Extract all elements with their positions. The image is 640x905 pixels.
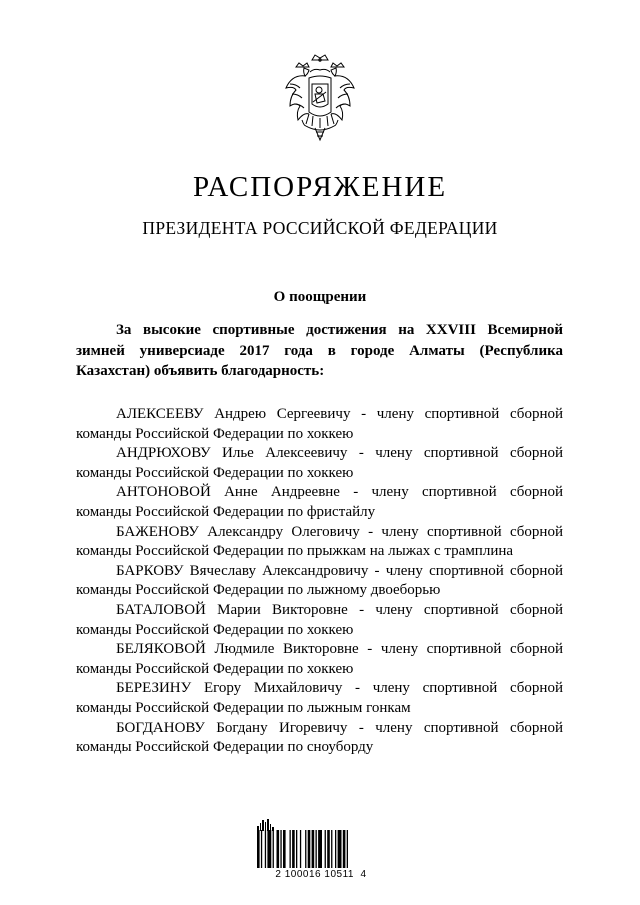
document-subject: О поощрении [273, 289, 367, 305]
awardee-item: АНТОНОВОЙ Анне Андреевне - члену спортивной сборной команды Российской Федерации по фристайлу [76, 484, 563, 520]
awardee-item: АЛЕКСЕЕВУ Андрею Сергеевичу - члену спортивной сборной команды Российской Федерации по хоккею [76, 406, 563, 442]
barcode-block [256, 818, 386, 878]
awardee-list [76, 405, 563, 758]
awardee-item: БЕРЕЗИНУ Егору Михайловичу - члену спортивной сборной команды Российской Федерации по лыжным гонкам [76, 680, 563, 716]
awardee-item: АНДРЮХОВУ Илье Алексеевичу - члену спортивной сборной команды Российской Федерации по хоккею [76, 445, 563, 481]
awardee-item: БОГДАНОВУ Богдану Игоревичу - члену спортивной сборной команды Российской Федерации по сноуборду [76, 719, 563, 756]
document-title: РАСПОРЯЖЕНИЕ [192, 171, 448, 203]
barcode-number: 2 100016 10511 4 [275, 869, 367, 880]
intro-paragraph: За высокие спортивные достижения на XXVIII Всемирной зимней универсиаде 2017 года в городе Алматы (Республика Казахстан) объявить благодарность: [76, 322, 563, 379]
coat-of-arms-icon [282, 54, 358, 142]
document-subtitle: ПРЕЗИДЕНТА РОССИЙСКОЙ ФЕДЕРАЦИИ [142, 218, 498, 238]
awardee-item: БАТАЛОВОЙ Марии Викторовне - члену спортивной сборной команды Российской Федерации по хоккею [76, 601, 563, 638]
awardee-item: БАЖЕНОВУ Александру Олеговичу - члену спортивной сборной команды Российской Федерации по прыжкам на лыжах с трамплина [76, 523, 563, 560]
awardee-item: БАРКОВУ Вячеславу Александровичу - члену спортивной сборной команды Российской Федерации по лыжному двоеборью [76, 562, 563, 599]
awardee-item: БЕЛЯКОВОЙ Людмиле Викторовне - члену спортивной сборной команды Российской Федерации по хоккею [76, 641, 563, 677]
barcode-icon [256, 830, 384, 868]
